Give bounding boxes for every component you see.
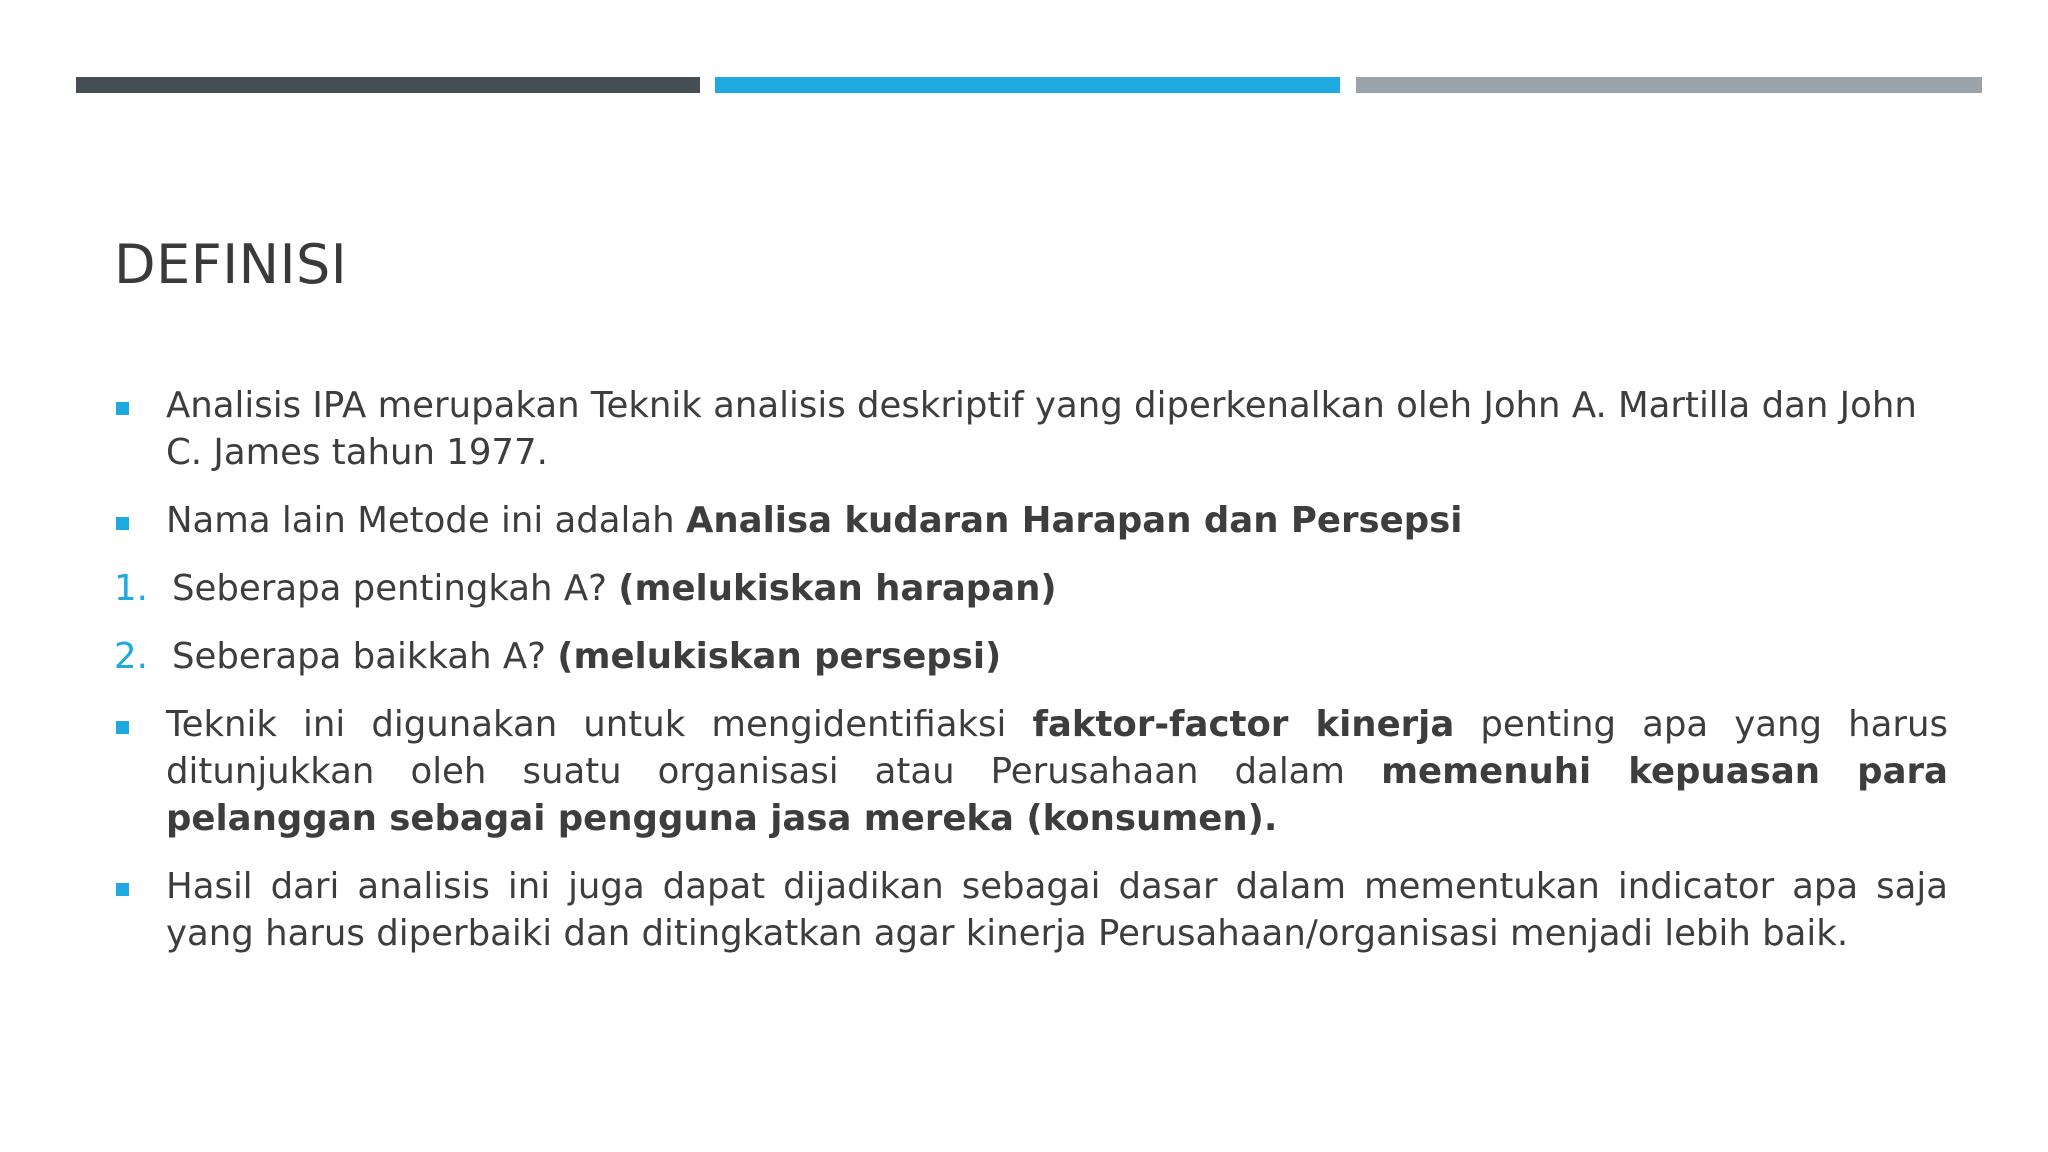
accent-bar-blue <box>715 77 1340 93</box>
square-bullet-icon <box>116 402 129 415</box>
numbered-text: Seberapa baikkah A? (melukiskan persepsi) <box>172 636 1002 677</box>
top-accent-bars <box>76 77 1982 93</box>
numbered-item-importance <box>114 565 1948 612</box>
square-bullet-icon <box>116 883 129 896</box>
numbered-item-performance <box>114 633 1948 680</box>
square-bullet-icon <box>116 517 129 530</box>
numbered-text: Seberapa pentingkah A? (melukiskan harapan) <box>172 568 1057 609</box>
slide-body <box>114 382 1948 978</box>
bullet-item-ipa-definition <box>114 382 1948 476</box>
list-number: 1. <box>114 568 148 609</box>
list-number: 2. <box>114 636 148 677</box>
slide-title: DEFINISI <box>114 233 348 296</box>
bullet-text: Hasil dari analisis ini juga dapat dijadikan sebagai dasar dalam mementukan indicator apa saja yang harus diperbaiki dan ditingkatkan agar kinerja Perusahaan/organisasi menjadi lebih baik. <box>166 866 1948 954</box>
accent-bar-dark <box>76 77 700 93</box>
bullet-text: Analisis IPA merupakan Teknik analisis deskriptif yang diperkenalkan oleh John A. Martilla dan John C. James tahun 1977. <box>166 385 1917 473</box>
bullet-item-alternate-name <box>114 497 1948 544</box>
square-bullet-icon <box>116 721 129 734</box>
bullet-item-analysis-result <box>114 863 1948 957</box>
bullet-text: Teknik ini digunakan untuk mengidentifiaksi faktor-factor kinerja penting apa yang harus ditunjukkan oleh suatu organisasi atau Perusahaan dalam memenuhi kepuasan para pelanggan sebagai pengguna jasa mereka (konsumen). <box>166 704 1948 839</box>
accent-bar-gray <box>1356 77 1982 93</box>
bullet-text: Nama lain Metode ini adalah Analisa kudaran Harapan dan Persepsi <box>166 500 1463 541</box>
bullet-item-technique-purpose <box>114 701 1948 842</box>
